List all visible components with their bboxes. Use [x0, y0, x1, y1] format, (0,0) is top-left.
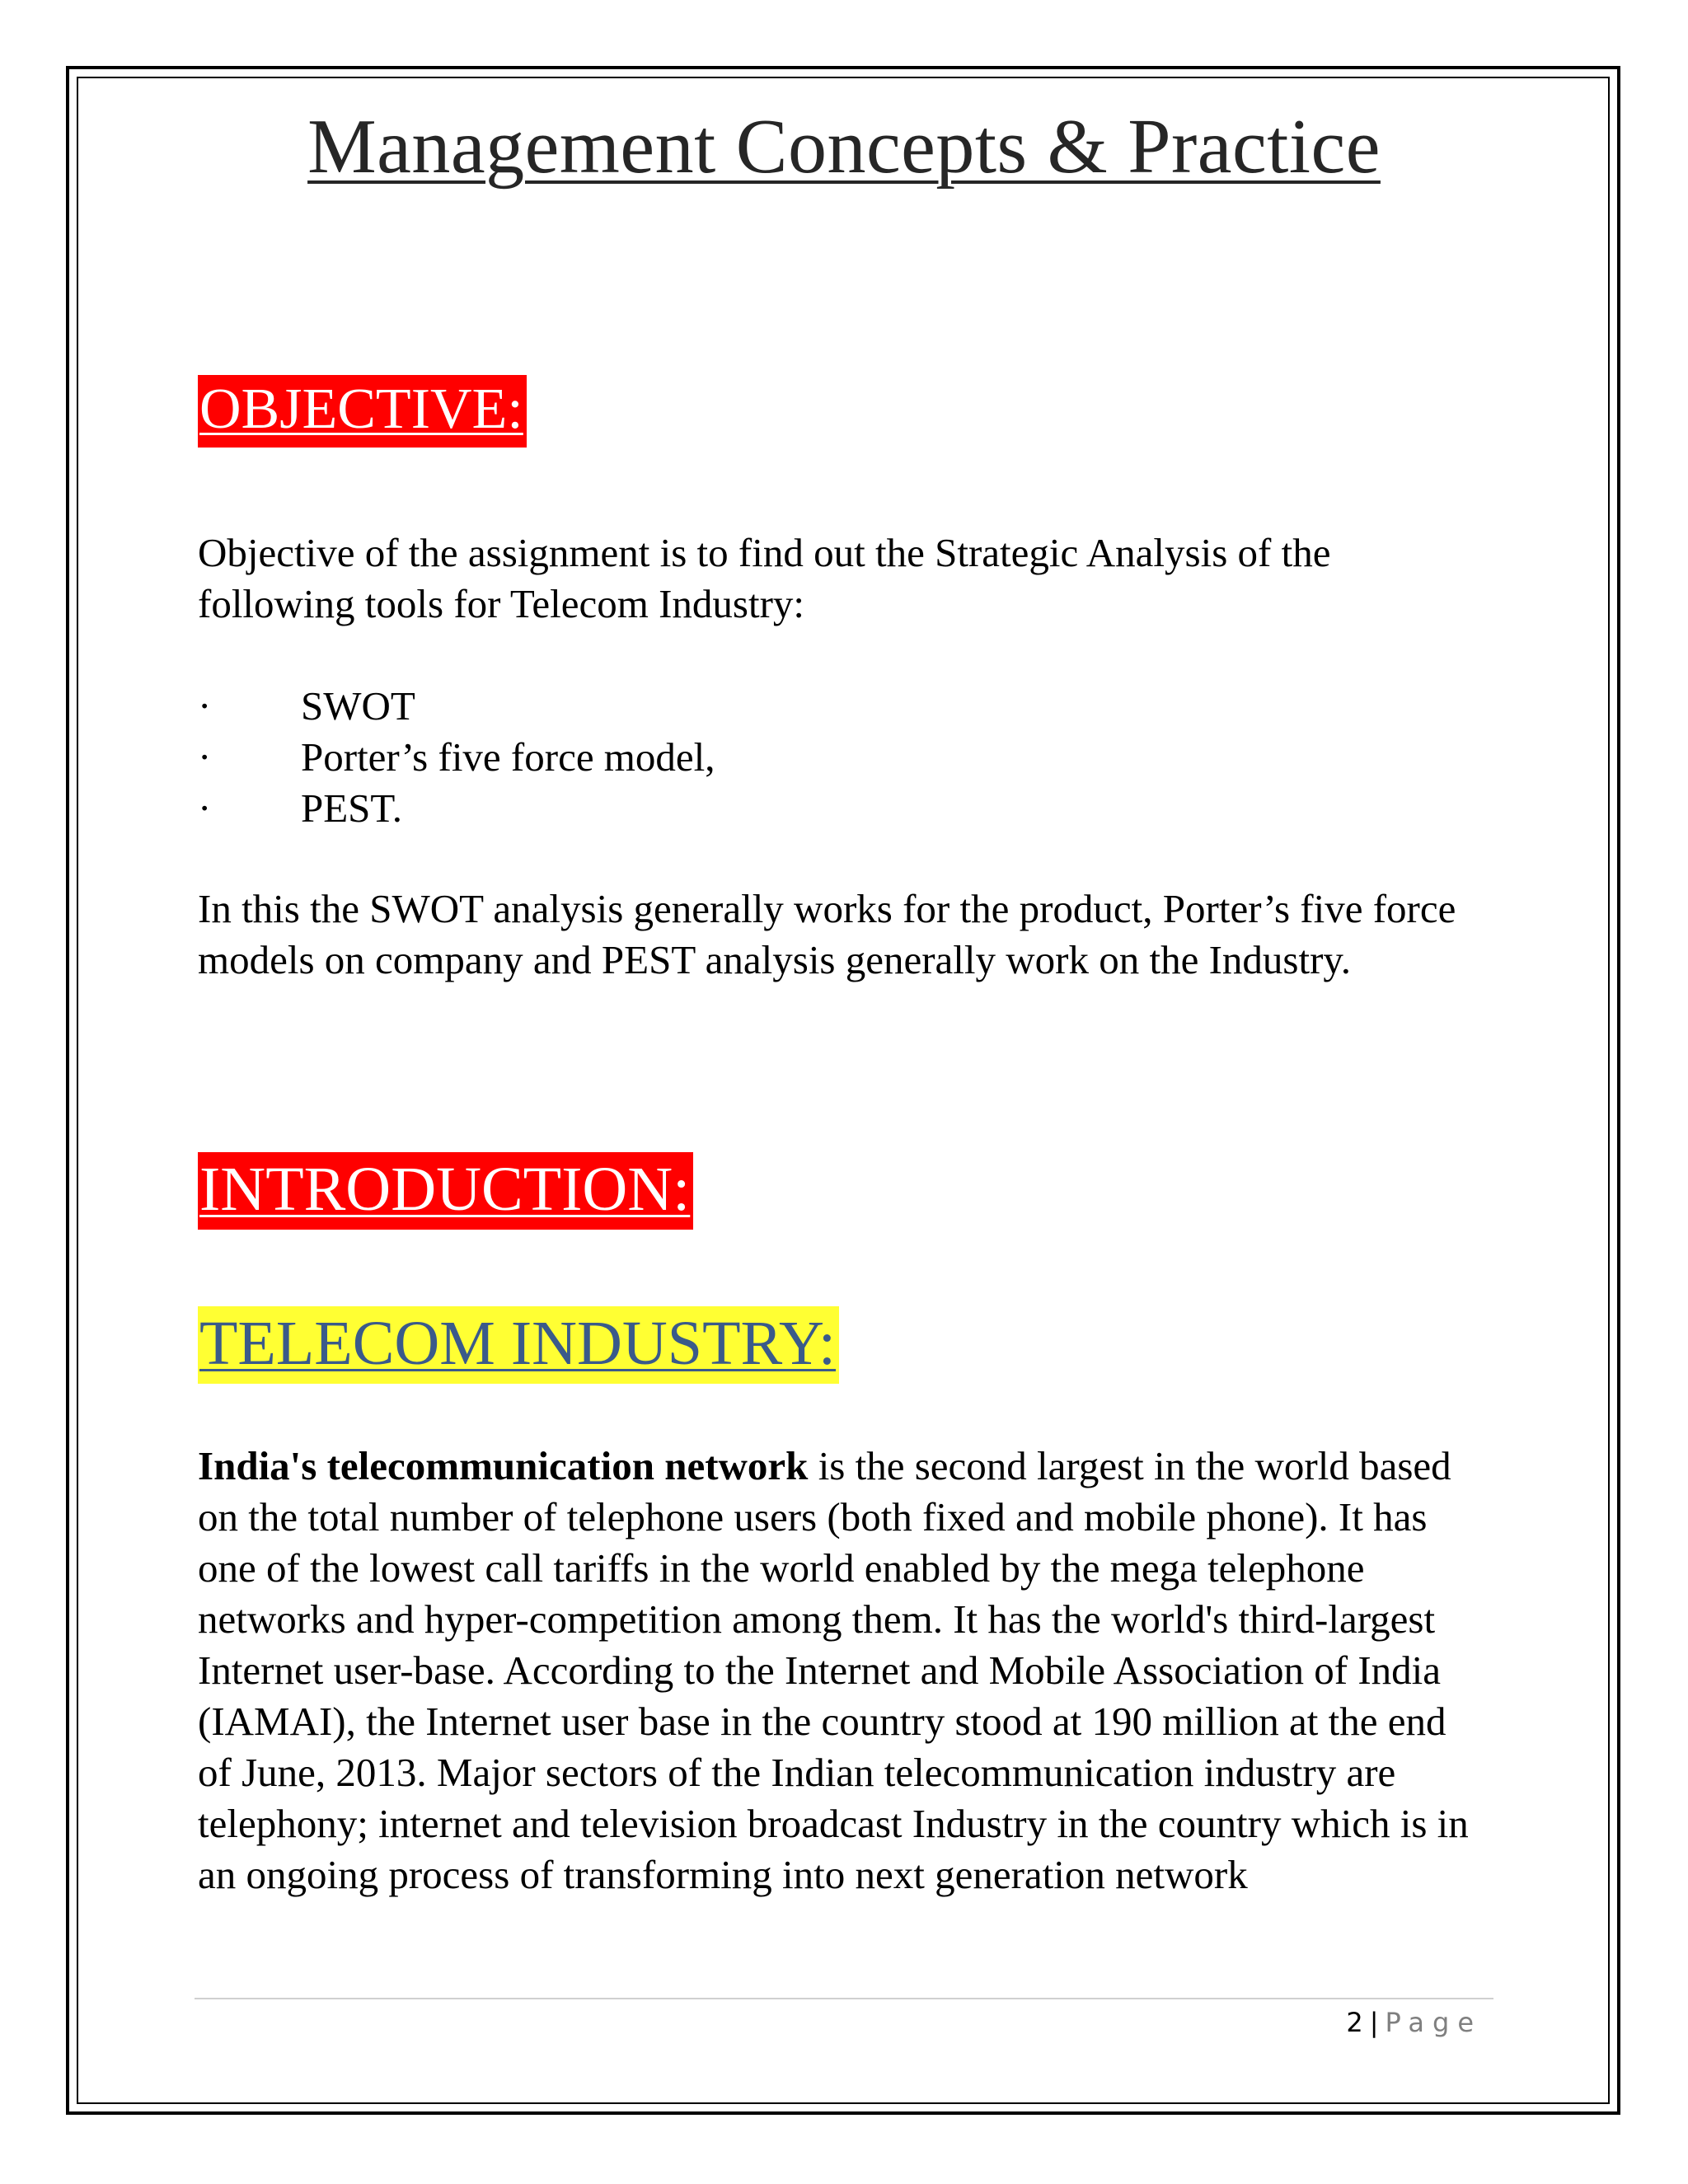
bullet-dot-icon: ·	[198, 734, 212, 780]
analysis-paragraph: In this the SWOT analysis generally works for the product, Porter’s five force models on company and PEST analysis generally work on the Industry.	[198, 886, 1456, 982]
page-label: Page	[1385, 2007, 1482, 2038]
footer-separator: |	[1369, 2007, 1379, 2038]
objective-heading: OBJECTIVE:	[198, 375, 527, 448]
tools-list	[198, 681, 715, 834]
page-number: 2	[1346, 2007, 1363, 2038]
telecom-paragraph	[198, 1441, 1484, 1900]
introduction-heading: INTRODUCTION:	[198, 1152, 693, 1230]
list-item-text: SWOT	[301, 683, 415, 729]
list-item	[198, 783, 715, 834]
list-item-text: Porter’s five force model,	[301, 734, 715, 780]
page-footer	[1346, 2003, 1482, 2042]
telecom-body: is the second largest in the world based on the total number of telephone users (both fixed and mobile phone). It has one of the lowest call tariffs in the world enabled by the mega telephone networks and hyper-competition among them. It has the world's third-largest Internet user-base. According to the Internet and Mobile Association of India (IAMAI), the Internet user base in the country stood at 190 million at the end of June, 2013. Major sectors of the Indian telecommunication industry are telephony; internet and television broadcast Industry in the country which is in an ongoing process of transforming into next generation network	[198, 1443, 1469, 1897]
telecom-industry-heading: TELECOM INDUSTRY:	[198, 1306, 839, 1384]
document-title: Management Concepts & Practice	[307, 104, 1381, 190]
telecom-lead-bold: India's telecommunication network	[198, 1443, 809, 1488]
bullet-dot-icon: ·	[198, 683, 212, 729]
footer-divider	[195, 1998, 1493, 1999]
list-item-text: PEST.	[301, 785, 402, 831]
bullet-dot-icon: ·	[198, 785, 212, 831]
list-item	[198, 681, 715, 732]
list-item	[198, 732, 715, 783]
objective-paragraph: Objective of the assignment is to find out the Strategic Analysis of the following tools for Telecom Industry:	[198, 530, 1331, 626]
